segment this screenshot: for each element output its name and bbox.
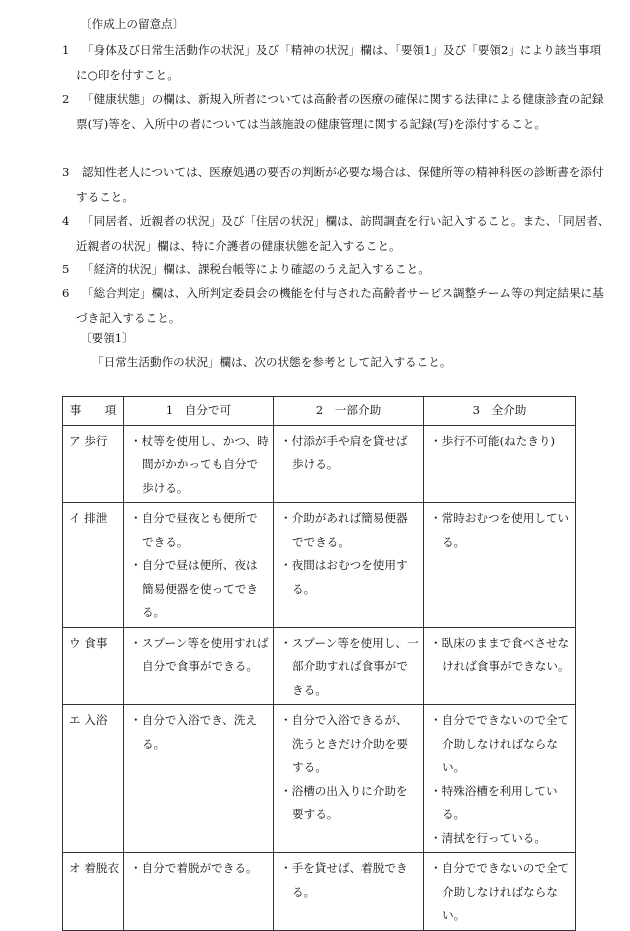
table-cell [424, 705, 576, 853]
table-cell [424, 853, 576, 931]
bullet-text: ・ 歩行不可能(ねたきり) [430, 430, 571, 454]
bullet-text: ・ 杖等を使用し、かつ、時間がかかっても自分で歩ける。 [130, 430, 269, 501]
bullet-text: ・ 自分で着脱ができる。 [130, 857, 269, 881]
bullet-text: ・ 特殊浴槽を利用している。 [430, 780, 571, 827]
guideline-title: 〔要領1〕 [80, 331, 134, 345]
note-number: 1 [62, 43, 70, 57]
note-text: 「経済的状況」欄は、課税台帳等により確認のうえ記入すること。 [82, 262, 430, 276]
bullet-text: ・ 自分で昼は便所、夜は簡易便器を使ってできる。 [130, 554, 269, 625]
table-cell [274, 705, 424, 853]
bullet-text: ・ 清拭を行っている。 [430, 827, 571, 851]
table-row [63, 627, 576, 705]
note-item [62, 257, 610, 282]
table-cell [424, 425, 576, 503]
table-row [63, 425, 576, 503]
table-row [63, 503, 576, 628]
guideline-description: 「日常生活動作の状況」欄は、次の状態を参考として記入すること。 [92, 355, 452, 369]
bullet-text: ・ 介助があれば簡易便器でできる。 [280, 507, 419, 554]
note-text: 「身体及び日常生活動作の状況」及び「精神の状況」欄は、「要領1」及び「要領2」により該当事項に○印を付すこと。 [76, 43, 602, 82]
adl-status-table [62, 396, 576, 931]
header-item: 事 項 [63, 397, 124, 426]
table-cell [274, 503, 424, 628]
header-self: 1 自分で可 [124, 397, 274, 426]
note-item [62, 209, 610, 258]
bullet-text: ・ 手を貸せば、着脱できる。 [280, 857, 419, 904]
note-text: 「健康状態」の欄は、新規入所者については高齢者の医療の確保に関する法律による健康診査の記録票(写)等を、入所中の者については当該施設の健康管理に関する記録(写)を添付すること。 [76, 92, 604, 131]
table-cell [124, 853, 274, 931]
table-cell [274, 627, 424, 705]
header-full-assist: 3 全介助 [424, 397, 576, 426]
note-text: 認知性老人については、医療処遇の要否の判断が必要な場合は、保健所等の精神科医の診断書を添付すること。 [76, 165, 604, 204]
note-item [62, 38, 610, 87]
table-cell [124, 627, 274, 705]
bullet-text: ・ 自分で入浴でき、洗える。 [130, 709, 269, 756]
row-item-label: オ 着脱衣 [63, 853, 124, 931]
row-item-label: ア 歩行 [63, 425, 124, 503]
table-cell [274, 853, 424, 931]
row-item-label: イ 排泄 [63, 503, 124, 628]
note-item [62, 87, 610, 136]
table-header-row [63, 397, 576, 426]
bullet-text: ・ 付添が手や肩を貸せば歩ける。 [280, 430, 419, 477]
table-cell [124, 705, 274, 853]
bullet-text: ・ 自分で入浴できるが、洗うときだけ介助を要する。 [280, 709, 419, 780]
table-cell [424, 627, 576, 705]
bullet-text: ・ 自分でできないので全て介助しなければならない。 [430, 857, 571, 928]
header-partial-assist: 2 一部介助 [274, 397, 424, 426]
note-item [62, 160, 610, 209]
bullet-text: ・ スプーン等を使用し、一部介助すれば食事ができる。 [280, 632, 419, 703]
section-heading: 〔作成上の留意点〕 [80, 17, 185, 31]
table-cell [424, 503, 576, 628]
note-number: 5 [62, 262, 70, 276]
note-number: 3 [62, 165, 70, 179]
table-cell [274, 425, 424, 503]
bullet-text: ・ 自分でできないので全て介助しなければならない。 [430, 709, 571, 780]
bullet-text: ・ 常時おむつを使用している。 [430, 507, 571, 554]
row-item-label: ウ 食事 [63, 627, 124, 705]
bullet-text: ・ 夜間はおむつを使用する。 [280, 554, 419, 601]
table-cell [124, 425, 274, 503]
note-text: 「総合判定」欄は、入所判定委員会の機能を付与された高齢者サービス調整チーム等の判定結果に基づき記入すること。 [76, 286, 604, 325]
note-item [62, 281, 610, 330]
bullet-text: ・ 浴槽の出入りに介助を要する。 [280, 780, 419, 827]
bullet-text: ・ スプーン等を使用すれば自分で食事ができる。 [130, 632, 269, 679]
bullet-text: ・ 臥床のままで食べさせなければ食事ができない。 [430, 632, 571, 679]
bullet-text: ・ 自分で昼夜とも便所でできる。 [130, 507, 269, 554]
table-row [63, 853, 576, 931]
note-text: 「同居者、近親者の状況」及び「住居の状況」欄は、訪問調査を行い記入すること。また、「同居者、近親者の状況」欄は、特に介護者の健康状態を記入すること。 [76, 214, 610, 253]
row-item-label: エ 入浴 [63, 705, 124, 853]
note-number: 2 [62, 92, 70, 106]
note-number: 4 [62, 214, 70, 228]
note-number: 6 [62, 286, 70, 300]
table-row [63, 705, 576, 853]
table-cell [124, 503, 274, 628]
